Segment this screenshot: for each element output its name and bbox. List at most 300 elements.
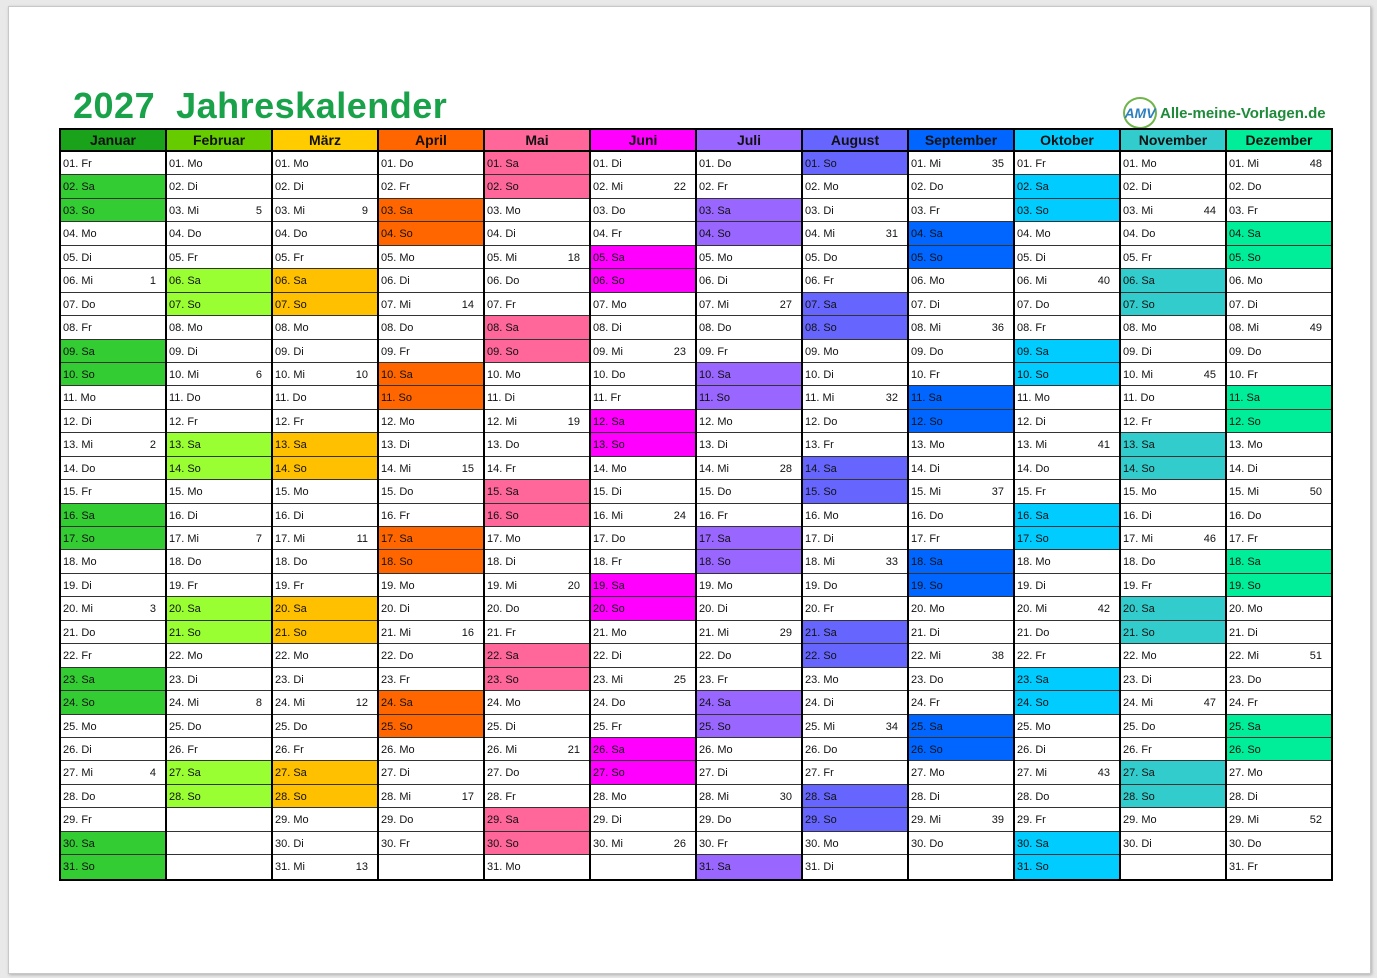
day-label: 02. Do — [1229, 181, 1262, 194]
day-cell — [379, 527, 483, 550]
day-label: 11. Di — [487, 392, 515, 405]
day-cell — [591, 316, 695, 339]
day-label: 11. Do — [1123, 392, 1155, 405]
day-cell — [61, 316, 165, 339]
week-number: 32 — [885, 392, 898, 405]
day-cell — [1121, 808, 1225, 831]
day-cell — [61, 738, 165, 761]
day-label: 18. So — [381, 556, 413, 569]
day-cell — [591, 738, 695, 761]
day-cell — [1121, 504, 1225, 527]
day-cell — [61, 574, 165, 597]
day-label: 08. Sa — [487, 322, 519, 335]
week-number: 48 — [1309, 158, 1322, 170]
day-label: 29. Do — [699, 814, 732, 827]
day-label: 20. Di — [381, 603, 410, 616]
day-label: 24. Mi — [275, 697, 305, 710]
day-cell — [909, 808, 1013, 831]
day-label: 20. Sa — [1123, 603, 1155, 616]
day-label: 02. Fr — [381, 181, 410, 194]
day-label: 07. Do — [63, 298, 96, 311]
day-label: 19. Di — [1017, 579, 1046, 592]
day-cell — [1227, 410, 1331, 433]
day-label: 11. So — [699, 392, 730, 405]
week-number: 2 — [149, 439, 156, 452]
day-cell — [1121, 832, 1225, 855]
day-cell — [697, 808, 801, 831]
empty-cell — [167, 808, 271, 831]
day-label: 20. Fr — [805, 603, 834, 616]
day-label: 17. Mi — [1123, 533, 1153, 545]
day-cell — [167, 293, 271, 316]
week-number: 30 — [779, 790, 792, 803]
day-label: 03. Do — [593, 204, 626, 217]
day-label: 28. Do — [1017, 790, 1050, 803]
day-label: 01. Do — [381, 158, 414, 170]
day-cell — [61, 644, 165, 667]
day-label: 15. Do — [699, 486, 732, 499]
day-cell — [485, 386, 589, 409]
day-cell — [697, 527, 801, 550]
day-label: 08. So — [805, 322, 837, 335]
day-cell — [591, 785, 695, 808]
day-label: 17. Mo — [487, 533, 521, 545]
day-cell — [909, 246, 1013, 269]
day-cell — [273, 597, 377, 620]
day-cell — [379, 246, 483, 269]
day-label: 19. Fr — [169, 579, 198, 592]
day-label: 27. Sa — [169, 767, 201, 780]
day-label: 02. Mi — [593, 181, 623, 194]
day-cell — [909, 574, 1013, 597]
day-label: 09. Fr — [381, 345, 410, 358]
week-number: 45 — [1203, 368, 1216, 381]
day-cell — [485, 808, 589, 831]
day-cell — [379, 504, 483, 527]
day-label: 29. Di — [593, 814, 622, 827]
day-cell — [379, 222, 483, 245]
day-cell — [803, 691, 907, 714]
day-label: 14. Do — [63, 462, 96, 475]
day-cell — [803, 621, 907, 644]
day-cell — [485, 480, 589, 503]
day-label: 06. Mi — [63, 275, 93, 288]
day-label: 25. Mi — [805, 720, 835, 733]
day-cell — [1121, 316, 1225, 339]
day-cell — [1121, 668, 1225, 691]
day-cell — [909, 199, 1013, 222]
day-cell — [1015, 386, 1119, 409]
day-label: 17. Mi — [169, 533, 199, 545]
day-cell — [379, 457, 483, 480]
day-label: 18. Di — [487, 556, 516, 569]
day-cell — [273, 363, 377, 386]
day-cell — [61, 832, 165, 855]
day-cell — [803, 597, 907, 620]
week-number: 35 — [991, 158, 1004, 170]
month-header: August — [803, 130, 907, 152]
day-label: 30. Di — [1123, 837, 1152, 850]
day-label: 03. Fr — [1229, 204, 1258, 217]
day-label: 01. Mi — [1229, 158, 1259, 170]
day-cell — [909, 363, 1013, 386]
day-label: 08. Mo — [1123, 322, 1157, 335]
week-number: 25 — [673, 673, 686, 686]
day-cell — [1015, 761, 1119, 784]
day-label: 18. Sa — [1229, 556, 1261, 569]
day-label: 16. Do — [911, 509, 944, 522]
day-cell — [591, 761, 695, 784]
day-label: 03. Mi — [275, 204, 305, 217]
day-label: 16. Di — [1123, 509, 1152, 522]
day-label: 28. So — [1123, 790, 1155, 803]
day-cell — [591, 246, 695, 269]
day-cell — [803, 269, 907, 292]
day-cell — [1121, 550, 1225, 573]
day-label: 23. So — [487, 673, 519, 686]
day-cell — [1227, 293, 1331, 316]
day-cell — [1015, 691, 1119, 714]
day-cell — [697, 199, 801, 222]
day-cell — [591, 832, 695, 855]
day-cell — [485, 668, 589, 691]
day-cell — [591, 621, 695, 644]
week-number: 44 — [1203, 204, 1216, 217]
week-number: 24 — [673, 509, 686, 522]
logo-icon: AMV — [1123, 97, 1157, 129]
day-cell — [1227, 785, 1331, 808]
month-column-märz — [273, 130, 379, 879]
day-cell — [61, 808, 165, 831]
day-label: 21. Do — [1017, 626, 1050, 639]
day-cell — [1227, 363, 1331, 386]
day-cell — [1015, 363, 1119, 386]
day-cell — [697, 457, 801, 480]
day-cell — [697, 340, 801, 363]
day-cell — [1015, 152, 1119, 175]
day-cell — [1015, 808, 1119, 831]
day-label: 19. Fr — [1123, 579, 1152, 592]
day-cell — [273, 316, 377, 339]
day-cell — [803, 527, 907, 550]
day-label: 20. Di — [699, 603, 728, 616]
day-label: 30. Mo — [805, 837, 839, 850]
day-cell — [697, 644, 801, 667]
day-label: 04. Mo — [1017, 228, 1051, 241]
day-label: 25. Do — [169, 720, 202, 733]
day-label: 02. Do — [911, 181, 944, 194]
day-label: 10. Mi — [169, 368, 199, 381]
day-label: 04. So — [381, 228, 413, 241]
day-label: 01. So — [805, 158, 837, 170]
day-cell — [697, 480, 801, 503]
week-number: 20 — [567, 579, 580, 592]
day-cell — [485, 550, 589, 573]
day-label: 16. Sa — [63, 509, 95, 522]
day-cell — [273, 668, 377, 691]
day-label: 14. Mi — [699, 462, 729, 475]
day-label: 22. Do — [699, 650, 732, 663]
day-cell — [273, 550, 377, 573]
day-label: 09. Do — [1229, 345, 1262, 358]
day-label: 28. So — [169, 790, 201, 803]
day-cell — [1227, 480, 1331, 503]
week-number: 27 — [779, 298, 792, 311]
day-cell — [1227, 504, 1331, 527]
day-label: 23. Di — [1123, 673, 1152, 686]
day-cell — [1227, 527, 1331, 550]
day-cell — [379, 644, 483, 667]
day-cell — [1227, 597, 1331, 620]
day-label: 19. Fr — [275, 579, 304, 592]
month-column-oktober — [1015, 130, 1121, 879]
day-cell — [1121, 597, 1225, 620]
day-cell — [379, 293, 483, 316]
day-label: 01. Mo — [169, 158, 203, 170]
day-label: 26. Fr — [169, 743, 198, 756]
day-cell — [803, 363, 907, 386]
day-cell — [803, 222, 907, 245]
day-cell — [167, 668, 271, 691]
day-cell — [167, 621, 271, 644]
day-cell — [485, 644, 589, 667]
month-header: März — [273, 130, 377, 152]
day-cell — [803, 644, 907, 667]
day-cell — [273, 761, 377, 784]
day-label: 21. Mi — [381, 626, 411, 639]
day-cell — [1015, 175, 1119, 198]
day-label: 09. Fr — [699, 345, 728, 358]
week-number: 39 — [991, 814, 1004, 827]
day-cell — [379, 175, 483, 198]
day-cell — [1121, 175, 1225, 198]
day-cell — [273, 199, 377, 222]
day-label: 12. Fr — [275, 415, 304, 428]
week-number: 10 — [355, 368, 368, 381]
week-number: 51 — [1309, 650, 1322, 663]
day-cell — [61, 761, 165, 784]
day-cell — [1121, 246, 1225, 269]
day-label: 07. Di — [911, 298, 940, 311]
month-column-april — [379, 130, 485, 879]
empty-cell — [591, 855, 695, 878]
day-label: 02. Sa — [1017, 181, 1049, 194]
day-cell — [273, 738, 377, 761]
day-label: 07. Mi — [699, 298, 729, 311]
empty-cell — [167, 832, 271, 855]
day-label: 24. Sa — [699, 697, 731, 710]
week-number: 8 — [255, 697, 262, 710]
page-title: 2027 Jahreskalender — [73, 85, 448, 126]
day-cell — [909, 433, 1013, 456]
day-label: 24. Mo — [487, 697, 521, 710]
day-cell — [167, 152, 271, 175]
day-label: 10. So — [1017, 368, 1049, 381]
day-label: 15. Mo — [275, 486, 309, 499]
day-label: 24. Do — [593, 697, 626, 710]
day-label: 29. Fr — [1017, 814, 1046, 827]
day-cell — [61, 175, 165, 198]
month-header: Mai — [485, 130, 589, 152]
day-cell — [1015, 433, 1119, 456]
day-label: 16. Do — [1229, 509, 1262, 522]
day-cell — [379, 761, 483, 784]
day-cell — [1227, 855, 1331, 878]
day-label: 14. Fr — [487, 462, 516, 475]
week-number: 28 — [779, 462, 792, 475]
day-cell — [379, 269, 483, 292]
day-cell — [1015, 504, 1119, 527]
month-column-juli — [697, 130, 803, 879]
day-cell — [273, 691, 377, 714]
day-cell — [1227, 433, 1331, 456]
day-label: 01. Mi — [911, 158, 941, 170]
day-label: 22. Do — [381, 650, 414, 663]
logo-text: Alle-meine-Vorlagen.de — [1160, 104, 1326, 122]
day-label: 22. Fr — [1017, 650, 1046, 663]
day-label: 28. Fr — [487, 790, 516, 803]
day-cell — [485, 761, 589, 784]
day-cell — [1121, 785, 1225, 808]
day-label: 09. So — [487, 345, 519, 358]
day-cell — [61, 152, 165, 175]
day-label: 22. Mi — [1229, 650, 1259, 663]
day-label: 26. Mo — [381, 743, 415, 756]
day-cell — [909, 175, 1013, 198]
day-cell — [909, 410, 1013, 433]
day-cell — [167, 761, 271, 784]
day-label: 15. Do — [381, 486, 414, 499]
day-cell — [61, 457, 165, 480]
day-label: 30. Sa — [63, 837, 95, 850]
day-label: 30. Fr — [699, 837, 728, 850]
day-cell — [167, 246, 271, 269]
day-label: 12. Mo — [381, 415, 415, 428]
day-label: 06. Fr — [805, 275, 834, 288]
week-number: 21 — [567, 743, 580, 756]
day-label: 21. Fr — [487, 626, 516, 639]
day-cell — [485, 410, 589, 433]
day-cell — [803, 855, 907, 878]
day-label: 01. Mo — [1123, 158, 1157, 170]
day-cell — [61, 246, 165, 269]
day-cell — [1015, 855, 1119, 878]
day-cell — [591, 691, 695, 714]
day-cell — [697, 386, 801, 409]
day-label: 08. Fr — [1017, 322, 1046, 335]
day-label: 21. Sa — [805, 626, 837, 639]
day-cell — [167, 410, 271, 433]
day-cell — [379, 363, 483, 386]
day-label: 03. Mo — [487, 204, 521, 217]
day-cell — [1227, 761, 1331, 784]
day-cell — [803, 738, 907, 761]
day-cell — [803, 457, 907, 480]
day-label: 13. So — [593, 439, 625, 452]
day-cell — [909, 222, 1013, 245]
day-cell — [803, 246, 907, 269]
day-label: 25. Mo — [63, 720, 97, 733]
day-cell — [591, 293, 695, 316]
day-label: 10. Mi — [1123, 368, 1153, 381]
day-cell — [379, 738, 483, 761]
day-label: 28. Mi — [381, 790, 411, 803]
day-label: 09. Mo — [805, 345, 839, 358]
day-label: 09. Di — [1123, 345, 1152, 358]
day-label: 01. Fr — [1017, 158, 1046, 170]
week-number: 17 — [461, 790, 474, 803]
day-cell — [61, 199, 165, 222]
day-cell — [485, 832, 589, 855]
day-label: 24. Mi — [1123, 697, 1153, 710]
day-cell — [591, 808, 695, 831]
day-cell — [61, 410, 165, 433]
day-cell — [697, 175, 801, 198]
day-cell — [803, 715, 907, 738]
day-cell — [1227, 621, 1331, 644]
day-cell — [697, 269, 801, 292]
day-cell — [803, 504, 907, 527]
day-cell — [379, 621, 483, 644]
day-cell — [61, 668, 165, 691]
week-number: 5 — [255, 204, 262, 217]
day-label: 16. So — [487, 509, 519, 522]
day-label: 04. Sa — [1229, 228, 1261, 241]
day-label: 15. Fr — [1017, 486, 1046, 499]
day-cell — [909, 269, 1013, 292]
day-cell — [379, 785, 483, 808]
day-label: 20. Do — [487, 603, 520, 616]
day-label: 22. So — [805, 650, 837, 663]
day-label: 07. Do — [1017, 298, 1050, 311]
day-cell — [591, 386, 695, 409]
day-cell — [167, 433, 271, 456]
day-cell — [803, 574, 907, 597]
day-cell — [167, 457, 271, 480]
day-label: 24. So — [1017, 697, 1049, 710]
day-label: 19. Sa — [593, 579, 625, 592]
day-label: 16. Mi — [593, 509, 623, 522]
day-cell — [379, 574, 483, 597]
day-cell — [1121, 457, 1225, 480]
week-number: 46 — [1203, 533, 1216, 545]
day-label: 02. Fr — [699, 181, 728, 194]
day-label: 25. Di — [487, 720, 516, 733]
day-label: 14. Mi — [381, 462, 411, 475]
day-label: 04. Mo — [63, 228, 97, 241]
day-label: 06. Sa — [1123, 275, 1155, 288]
day-cell — [273, 433, 377, 456]
day-cell — [591, 715, 695, 738]
day-label: 18. Do — [1123, 556, 1156, 569]
day-label: 31. So — [63, 861, 95, 874]
day-label: 23. Di — [275, 673, 304, 686]
day-cell — [909, 597, 1013, 620]
day-label: 18. Mi — [805, 556, 835, 569]
week-number: 9 — [361, 204, 368, 217]
day-label: 10. Fr — [1229, 368, 1258, 381]
day-label: 06. Mo — [911, 275, 945, 288]
day-label: 17. Fr — [1229, 533, 1258, 545]
day-cell — [803, 293, 907, 316]
day-cell — [379, 480, 483, 503]
day-cell — [379, 340, 483, 363]
month-column-august — [803, 130, 909, 879]
day-cell — [909, 550, 1013, 573]
day-cell — [803, 785, 907, 808]
day-label: 07. Di — [1229, 298, 1258, 311]
day-label: 24. So — [63, 697, 95, 710]
